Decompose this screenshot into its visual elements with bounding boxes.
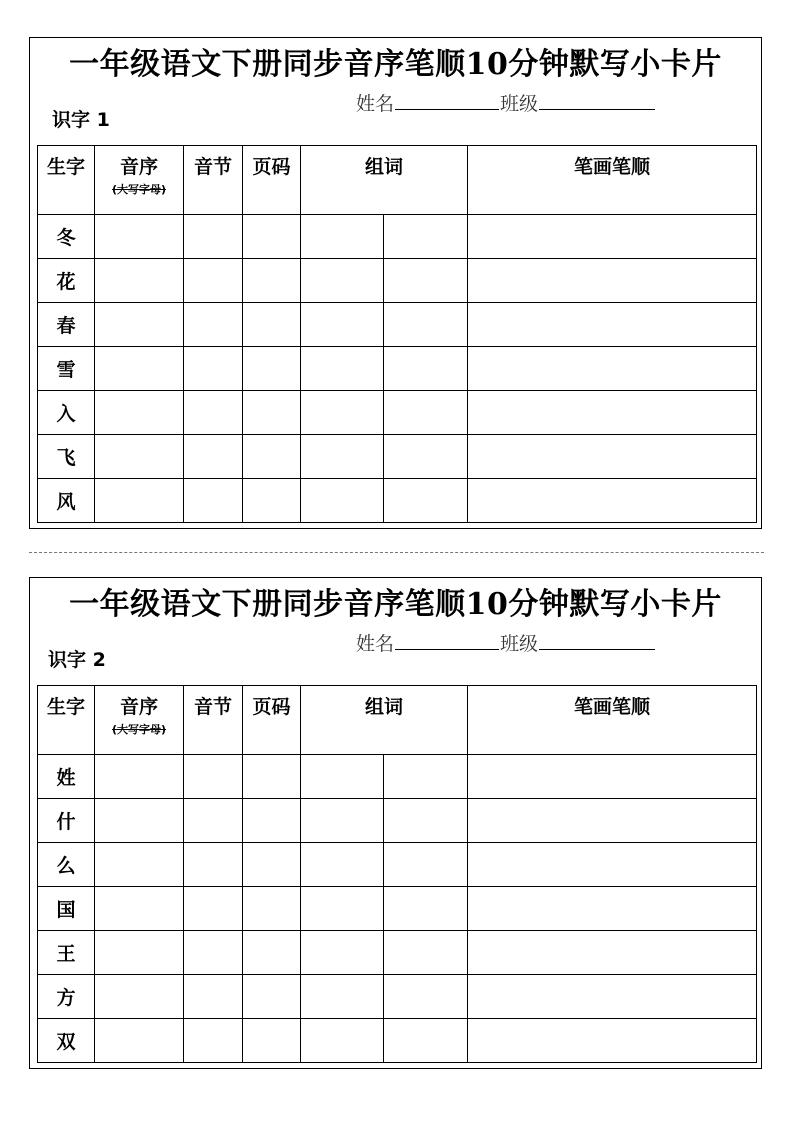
page-cell[interactable] xyxy=(243,259,301,303)
header-words: 组词 xyxy=(301,146,468,215)
table-row xyxy=(38,975,757,1019)
char-cell: 什 xyxy=(38,799,95,843)
word-cell-2[interactable] xyxy=(384,391,468,435)
header-page: 页码 xyxy=(243,146,301,215)
header-initial xyxy=(95,686,184,755)
word-cell-1[interactable] xyxy=(301,259,384,303)
page-cell[interactable] xyxy=(243,435,301,479)
page-cell[interactable] xyxy=(243,755,301,799)
word-cell-2[interactable] xyxy=(384,931,468,975)
dictation-table xyxy=(37,685,757,1063)
strokes-cell[interactable] xyxy=(468,391,757,435)
name-class-line xyxy=(356,92,656,116)
table-header-row xyxy=(38,686,757,755)
word-cell-1[interactable] xyxy=(301,755,384,799)
table-row xyxy=(38,479,757,523)
page-cell[interactable] xyxy=(243,843,301,887)
char-cell: 入 xyxy=(38,391,95,435)
header-initial-label: 音序 xyxy=(119,696,158,718)
page-cell[interactable] xyxy=(243,975,301,1019)
header-char: 生字 xyxy=(38,146,95,215)
initial-cell[interactable] xyxy=(95,215,184,259)
dictation-table xyxy=(37,145,757,523)
page-cell[interactable] xyxy=(243,887,301,931)
strokes-cell[interactable] xyxy=(468,1019,757,1063)
word-cell-2[interactable] xyxy=(384,843,468,887)
word-cell-1[interactable] xyxy=(301,1019,384,1063)
word-cell-1[interactable] xyxy=(301,479,384,523)
word-cell-1[interactable] xyxy=(301,931,384,975)
initial-cell[interactable] xyxy=(95,799,184,843)
syllable-cell[interactable] xyxy=(184,975,243,1019)
initial-cell[interactable] xyxy=(95,303,184,347)
initial-cell[interactable] xyxy=(95,755,184,799)
section-label: 识字 1 xyxy=(52,109,110,131)
class-blank[interactable] xyxy=(539,95,655,110)
word-cell-2[interactable] xyxy=(384,479,468,523)
page-cell[interactable] xyxy=(243,931,301,975)
syllable-cell[interactable] xyxy=(184,479,243,523)
header-syllable: 音节 xyxy=(184,686,243,755)
syllable-cell[interactable] xyxy=(184,391,243,435)
table-row xyxy=(38,215,757,259)
word-cell-1[interactable] xyxy=(301,391,384,435)
syllable-cell[interactable] xyxy=(184,259,243,303)
strokes-cell[interactable] xyxy=(468,435,757,479)
table-row xyxy=(38,1019,757,1063)
page-cell[interactable] xyxy=(243,1019,301,1063)
header-initial-note: (大写字母) xyxy=(111,183,167,196)
page-cell[interactable] xyxy=(243,347,301,391)
char-cell: 冬 xyxy=(38,215,95,259)
word-cell-2[interactable] xyxy=(384,887,468,931)
char-cell: 花 xyxy=(38,259,95,303)
word-cell-1[interactable] xyxy=(301,215,384,259)
word-cell-2[interactable] xyxy=(384,347,468,391)
table-row xyxy=(38,931,757,975)
name-class-line xyxy=(356,632,656,656)
char-cell: 国 xyxy=(38,887,95,931)
strokes-cell[interactable] xyxy=(468,755,757,799)
header-strokes: 笔画笔顺 xyxy=(468,146,757,215)
table-row xyxy=(38,843,757,887)
card-title: 一年级语文下册同步音序笔顺10分钟默写小卡片 xyxy=(69,47,722,82)
page-cell[interactable] xyxy=(243,215,301,259)
initial-cell[interactable] xyxy=(95,435,184,479)
syllable-cell[interactable] xyxy=(184,843,243,887)
initial-cell[interactable] xyxy=(95,259,184,303)
name-label: 姓名 xyxy=(356,93,395,115)
syllable-cell[interactable] xyxy=(184,887,243,931)
initial-cell[interactable] xyxy=(95,347,184,391)
header-words: 组词 xyxy=(301,686,468,755)
word-cell-1[interactable] xyxy=(301,347,384,391)
word-cell-2[interactable] xyxy=(384,799,468,843)
syllable-cell[interactable] xyxy=(184,347,243,391)
card-title: 一年级语文下册同步音序笔顺10分钟默写小卡片 xyxy=(69,587,722,622)
cut-line-divider xyxy=(29,552,764,553)
word-cell-1[interactable] xyxy=(301,435,384,479)
syllable-cell[interactable] xyxy=(184,755,243,799)
page-cell[interactable] xyxy=(243,391,301,435)
syllable-cell[interactable] xyxy=(184,435,243,479)
table-row xyxy=(38,887,757,931)
word-cell-2[interactable] xyxy=(384,975,468,1019)
char-cell: 么 xyxy=(38,843,95,887)
word-cell-2[interactable] xyxy=(384,215,468,259)
page-cell[interactable] xyxy=(243,303,301,347)
name-blank[interactable] xyxy=(395,95,499,110)
syllable-cell[interactable] xyxy=(184,215,243,259)
word-cell-2[interactable] xyxy=(384,435,468,479)
initial-cell[interactable] xyxy=(95,1019,184,1063)
strokes-cell[interactable] xyxy=(468,303,757,347)
word-cell-1[interactable] xyxy=(301,887,384,931)
char-cell: 风 xyxy=(38,479,95,523)
header-initial-note: (大写字母) xyxy=(111,723,167,736)
initial-cell[interactable] xyxy=(95,887,184,931)
char-cell: 姓 xyxy=(38,755,95,799)
strokes-cell[interactable] xyxy=(468,259,757,303)
strokes-cell[interactable] xyxy=(468,347,757,391)
strokes-cell[interactable] xyxy=(468,931,757,975)
dictation-card-2 xyxy=(29,577,762,1069)
class-blank[interactable] xyxy=(539,635,655,650)
dictation-card-1 xyxy=(29,37,762,529)
table-row xyxy=(38,391,757,435)
initial-cell[interactable] xyxy=(95,843,184,887)
char-cell: 方 xyxy=(38,975,95,1019)
syllable-cell[interactable] xyxy=(184,1019,243,1063)
name-blank[interactable] xyxy=(395,635,499,650)
syllable-cell[interactable] xyxy=(184,799,243,843)
strokes-cell[interactable] xyxy=(468,975,757,1019)
strokes-cell[interactable] xyxy=(468,843,757,887)
table-row xyxy=(38,435,757,479)
char-cell: 双 xyxy=(38,1019,95,1063)
initial-cell[interactable] xyxy=(95,931,184,975)
word-cell-2[interactable] xyxy=(384,755,468,799)
table-row xyxy=(38,303,757,347)
class-label: 班级 xyxy=(500,93,539,115)
word-cell-1[interactable] xyxy=(301,303,384,347)
table-row xyxy=(38,755,757,799)
word-cell-2[interactable] xyxy=(384,259,468,303)
header-initial-label: 音序 xyxy=(119,156,158,178)
strokes-cell[interactable] xyxy=(468,887,757,931)
class-label: 班级 xyxy=(500,633,539,655)
section-label: 识字 2 xyxy=(48,649,106,671)
word-cell-1[interactable] xyxy=(301,799,384,843)
strokes-cell[interactable] xyxy=(468,479,757,523)
word-cell-2[interactable] xyxy=(384,1019,468,1063)
initial-cell[interactable] xyxy=(95,391,184,435)
initial-cell[interactable] xyxy=(95,479,184,523)
strokes-cell[interactable] xyxy=(468,799,757,843)
name-label: 姓名 xyxy=(356,633,395,655)
char-cell: 雪 xyxy=(38,347,95,391)
initial-cell[interactable] xyxy=(95,975,184,1019)
char-cell: 飞 xyxy=(38,435,95,479)
page-cell[interactable] xyxy=(243,479,301,523)
header-page: 页码 xyxy=(243,686,301,755)
syllable-cell[interactable] xyxy=(184,303,243,347)
char-cell: 王 xyxy=(38,931,95,975)
word-cell-1[interactable] xyxy=(301,975,384,1019)
table-row xyxy=(38,347,757,391)
word-cell-1[interactable] xyxy=(301,843,384,887)
header-char: 生字 xyxy=(38,686,95,755)
header-syllable: 音节 xyxy=(184,146,243,215)
syllable-cell[interactable] xyxy=(184,931,243,975)
header-initial xyxy=(95,146,184,215)
table-row xyxy=(38,259,757,303)
page-cell[interactable] xyxy=(243,799,301,843)
char-cell: 春 xyxy=(38,303,95,347)
strokes-cell[interactable] xyxy=(468,215,757,259)
word-cell-2[interactable] xyxy=(384,303,468,347)
table-row xyxy=(38,799,757,843)
table-header-row xyxy=(38,146,757,215)
header-strokes: 笔画笔顺 xyxy=(468,686,757,755)
